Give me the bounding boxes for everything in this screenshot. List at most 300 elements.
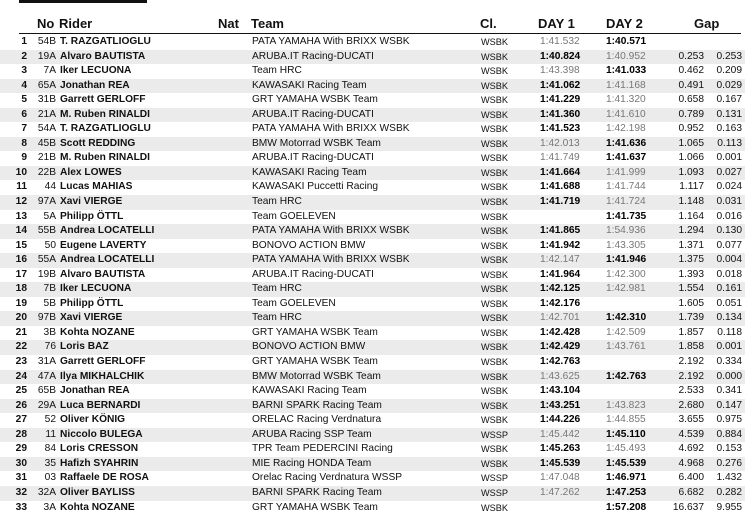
row-position: 1 xyxy=(21,36,27,47)
row-nat xyxy=(232,326,252,341)
row-nat xyxy=(232,224,252,239)
row-gap: 1.066 xyxy=(678,152,704,164)
row-team: PATA YAMAHA With BRIXX WSBK xyxy=(252,253,481,268)
row-gap: 1.605 xyxy=(678,297,704,309)
row-gap xyxy=(669,35,704,50)
table-row xyxy=(0,195,745,210)
row-rider: Iker LECUONA xyxy=(60,282,232,297)
row-day2: 1:42.198 xyxy=(606,123,646,135)
row-day1: 1:41.865 xyxy=(540,224,606,239)
row-number: 65A xyxy=(30,79,60,94)
table-row xyxy=(0,457,745,472)
row-rider: Jonathan REA xyxy=(60,385,130,397)
row-position: 11 xyxy=(16,181,27,193)
table-row xyxy=(0,253,745,268)
row-position: 22 xyxy=(0,340,30,355)
header-rider: Rider xyxy=(59,16,93,31)
row-nat xyxy=(232,282,252,297)
row-class: WSBK xyxy=(481,153,509,164)
row-rider: Kohta NOZANE xyxy=(60,501,135,513)
row-prev-gap: 0.001 xyxy=(704,340,745,355)
row-gap: 4.692 xyxy=(678,443,704,455)
row-rider: Xavi VIERGE xyxy=(60,311,232,326)
row-day1: 1:41.664 xyxy=(540,166,606,181)
row-gap: 1.554 xyxy=(669,282,704,297)
row-position: 20 xyxy=(0,311,30,326)
row-gap: 0.253 xyxy=(669,50,704,65)
row-prev-gap: 0.134 xyxy=(704,311,745,326)
results-table xyxy=(0,35,745,515)
row-position: 33 xyxy=(15,501,27,513)
row-nat xyxy=(232,122,252,137)
table-row xyxy=(0,501,745,516)
row-prev-gap: 0.113 xyxy=(704,137,745,152)
row-prev-gap: 0.000 xyxy=(704,370,745,385)
row-team: BARNI SPARK Racing Team xyxy=(252,486,481,501)
row-team: Team HRC xyxy=(252,65,302,77)
row-position: 27 xyxy=(15,414,27,426)
table-header xyxy=(0,16,745,32)
row-day2: 1:41.637 xyxy=(606,152,647,164)
row-gap: 1.117 xyxy=(679,181,704,193)
row-class: WSBK xyxy=(481,282,540,297)
row-class: WSBK xyxy=(481,415,509,426)
row-team: BMW Motorrad WSBK Team xyxy=(252,137,481,152)
row-team: Team HRC xyxy=(252,195,481,210)
row-team: GRT YAMAHA WSBK Team xyxy=(252,326,378,338)
row-class: WSBK xyxy=(481,224,540,239)
row-class: WSBK xyxy=(481,253,540,268)
row-nat xyxy=(232,384,252,399)
row-day1: 1:41.062 xyxy=(540,79,606,94)
row-prev-gap: 0.276 xyxy=(704,457,745,472)
row-day2: 1:41.946 xyxy=(606,253,669,268)
row-nat xyxy=(232,64,252,79)
row-team: PATA YAMAHA With BRIXX WSBK xyxy=(252,123,410,135)
row-position: 5 xyxy=(21,94,27,106)
row-prev-gap: 0.334 xyxy=(716,356,742,368)
row-prev-gap: 0.167 xyxy=(716,94,742,106)
row-day2: 1:43.761 xyxy=(606,340,669,355)
row-gap: 0.952 xyxy=(678,123,704,135)
row-gap: 0.462 xyxy=(678,65,704,77)
row-prev-gap: 0.975 xyxy=(716,414,742,426)
row-prev-gap: 1.432 xyxy=(716,472,742,484)
row-team: MIE Racing HONDA Team xyxy=(252,457,481,472)
row-gap: 1.164 xyxy=(678,210,704,222)
row-day1 xyxy=(540,501,606,516)
table-row xyxy=(0,35,745,50)
row-class: WSBK xyxy=(481,399,540,414)
row-position: 2 xyxy=(0,50,30,65)
row-class: WSBK xyxy=(481,311,540,326)
row-prev-gap: 0.029 xyxy=(704,79,745,94)
row-rider: Kohta NOZANE xyxy=(60,326,135,338)
row-day1: 1:42.701 xyxy=(540,311,606,326)
row-position: 28 xyxy=(0,428,30,443)
row-team: BONOVO ACTION BMW xyxy=(252,239,366,251)
row-day1: 1:42.763 xyxy=(540,356,581,368)
row-gap: 0.491 xyxy=(669,79,704,94)
row-prev-gap: 0.077 xyxy=(716,239,742,251)
row-rider: Jonathan REA xyxy=(60,79,232,94)
row-prev-gap: 0.884 xyxy=(704,428,745,443)
row-number: 52 xyxy=(44,414,56,426)
row-number: 45B xyxy=(30,137,60,152)
table-row xyxy=(0,311,745,326)
row-number: 3B xyxy=(43,326,56,338)
row-number: 21B xyxy=(37,152,56,164)
row-team: BMW Motorrad WSBK Team xyxy=(252,370,481,385)
row-day2: 1:54.936 xyxy=(606,224,669,239)
row-rider: Lucas MAHIAS xyxy=(60,181,133,193)
row-number: 5A xyxy=(43,210,56,222)
row-rider: Philipp ÖTTL xyxy=(60,297,124,309)
row-prev-gap: 0.031 xyxy=(704,195,745,210)
row-gap: 2.533 xyxy=(678,385,704,397)
row-number: 7A xyxy=(43,65,56,77)
row-number: 5B xyxy=(43,297,56,309)
row-day1: 1:42.429 xyxy=(540,340,606,355)
row-rider: Oliver BAYLISS xyxy=(60,486,232,501)
row-gap: 0.658 xyxy=(678,94,704,106)
row-nat xyxy=(232,137,252,152)
row-nat xyxy=(232,486,252,501)
row-day1: 1:44.226 xyxy=(540,414,581,426)
row-class: WSBK xyxy=(481,327,509,338)
row-day1: 1:41.229 xyxy=(540,94,581,106)
row-team: ARUBA Racing SSP Team xyxy=(252,428,481,443)
row-number: 7B xyxy=(30,282,60,297)
row-nat xyxy=(232,370,252,385)
table-row xyxy=(0,355,745,370)
row-nat xyxy=(232,268,252,283)
header-team: Team xyxy=(251,16,284,31)
row-position: 30 xyxy=(0,457,30,472)
row-gap: 3.655 xyxy=(678,414,704,426)
row-prev-gap: 0.004 xyxy=(704,253,745,268)
row-team: KAWASAKI Racing Team xyxy=(252,385,367,397)
row-nat xyxy=(232,108,252,123)
row-class: WSBK xyxy=(481,66,509,77)
table-row xyxy=(0,166,745,181)
row-team: GRT YAMAHA WSBK Team xyxy=(252,501,378,513)
row-gap: 1.065 xyxy=(669,137,704,152)
header-day2: DAY 2 xyxy=(606,16,643,31)
row-gap: 1.371 xyxy=(678,239,704,251)
row-gap: 1.375 xyxy=(669,253,704,268)
row-rider: Hafizh SYAHRIN xyxy=(60,457,232,472)
row-prev-gap: 0.147 xyxy=(704,399,745,414)
row-rider: Scott REDDING xyxy=(60,137,232,152)
row-day1: 1:47.048 xyxy=(540,472,580,484)
row-prev-gap: 9.955 xyxy=(716,501,742,513)
row-number: 22B xyxy=(30,166,60,181)
row-number: 76 xyxy=(30,340,60,355)
row-team: ARUBA.IT Racing-DUCATI xyxy=(252,108,481,123)
row-prev-gap: 0.016 xyxy=(716,210,742,222)
row-team: PATA YAMAHA With BRIXX WSBK xyxy=(252,36,410,47)
row-number: 50 xyxy=(44,239,56,251)
row-class: WSBK xyxy=(481,357,509,368)
row-team: ARUBA.IT Racing-DUCATI xyxy=(252,152,374,164)
row-class: WSBK xyxy=(481,37,509,47)
row-prev-gap: 0.282 xyxy=(704,486,745,501)
row-gap: 1.858 xyxy=(669,340,704,355)
row-day2: 1:47.253 xyxy=(606,486,669,501)
row-day2: 1:40.952 xyxy=(606,50,669,65)
row-rider: Andrea LOCATELLI xyxy=(60,253,232,268)
row-position: 8 xyxy=(0,137,30,152)
row-team: GRT YAMAHA WSBK Team xyxy=(252,356,378,368)
row-prev-gap: 0.051 xyxy=(716,297,742,309)
row-class: WSBK xyxy=(481,444,509,455)
row-team: ORELAC Racing Verdnatura xyxy=(252,414,382,426)
row-nat xyxy=(232,180,252,195)
row-team: ARUBA.IT Racing-DUCATI xyxy=(252,268,374,280)
row-team: BONOVO ACTION BMW xyxy=(252,340,481,355)
row-rider: Iker LECUONA xyxy=(60,65,132,77)
row-day1 xyxy=(540,210,606,225)
row-day2: 1:41.610 xyxy=(606,108,669,123)
row-day2: 1:41.320 xyxy=(606,94,646,106)
row-number: 97B xyxy=(30,311,60,326)
row-nat xyxy=(232,340,252,355)
row-day2: 1:41.636 xyxy=(606,137,669,152)
row-nat xyxy=(232,239,252,254)
row-class: WSBK xyxy=(481,386,509,397)
row-nat xyxy=(232,151,252,166)
row-class: WSBK xyxy=(481,298,509,309)
row-class: WSBK xyxy=(481,211,509,222)
row-nat xyxy=(232,413,252,428)
row-day2: 1:41.168 xyxy=(606,79,669,94)
row-prev-gap: 0.209 xyxy=(716,65,742,77)
row-day1: 1:45.442 xyxy=(540,428,606,443)
row-class: WSBK xyxy=(481,108,540,123)
table-row xyxy=(0,93,745,108)
row-day2: 1:46.971 xyxy=(606,472,647,484)
row-rider: Loris CRESSON xyxy=(60,443,139,455)
row-position: 13 xyxy=(15,210,27,222)
row-day1: 1:41.964 xyxy=(540,268,581,280)
row-number: 35 xyxy=(30,457,60,472)
row-number: 29A xyxy=(30,399,60,414)
row-position: 3 xyxy=(21,65,27,77)
row-team: Team HRC xyxy=(252,311,481,326)
row-rider: Alex LOWES xyxy=(60,166,232,181)
table-row xyxy=(0,340,745,355)
row-day2 xyxy=(606,297,669,312)
row-position: 15 xyxy=(15,239,27,251)
row-nat xyxy=(232,501,252,516)
row-position: 21 xyxy=(15,326,27,338)
row-class: WSBK xyxy=(481,269,509,280)
row-nat xyxy=(232,210,252,225)
row-class: WSBK xyxy=(481,195,540,210)
row-nat xyxy=(232,457,252,472)
row-day1: 1:43.251 xyxy=(540,399,606,414)
row-position: 25 xyxy=(15,385,27,397)
row-number: 55A xyxy=(30,253,60,268)
row-position: 7 xyxy=(21,123,27,135)
row-day2: 1:45.493 xyxy=(606,443,646,455)
row-rider: Eugene LAVERTY xyxy=(60,239,147,251)
row-number: 97A xyxy=(30,195,60,210)
row-day1: 1:42.147 xyxy=(540,253,606,268)
row-nat xyxy=(232,355,252,370)
row-position: 9 xyxy=(21,152,27,164)
row-class: WSBK xyxy=(481,370,540,385)
header-nat: Nat xyxy=(218,16,239,31)
row-position: 16 xyxy=(0,253,30,268)
header-no: No xyxy=(37,16,55,31)
row-number: 3A xyxy=(43,501,56,513)
row-day1: 1:41.942 xyxy=(540,239,581,251)
row-day1: 1:43.104 xyxy=(540,385,581,397)
row-position: 29 xyxy=(15,443,27,455)
table-row xyxy=(0,180,745,195)
row-rider: Philipp ÖTTL xyxy=(60,210,124,222)
row-day1: 1:47.262 xyxy=(540,486,606,501)
row-nat xyxy=(232,399,252,414)
row-class: WSBK xyxy=(481,182,509,193)
row-prev-gap: 0.018 xyxy=(716,268,742,280)
row-rider: Xavi VIERGE xyxy=(60,195,232,210)
row-team: Team GOELEVEN xyxy=(252,297,336,309)
table-row xyxy=(0,399,745,414)
row-gap: 1.093 xyxy=(669,166,704,181)
row-rider: Alvaro BAUTISTA xyxy=(60,268,146,280)
row-rider: T. RAZGATLIOGLU xyxy=(60,123,151,135)
row-gap: 4.539 xyxy=(669,428,704,443)
table-row xyxy=(0,442,745,457)
row-position: 26 xyxy=(0,399,30,414)
table-row xyxy=(0,239,745,254)
table-row xyxy=(0,297,745,312)
row-class: WSBK xyxy=(481,166,540,181)
row-gap: 1.148 xyxy=(669,195,704,210)
table-row xyxy=(0,50,745,65)
row-nat xyxy=(232,35,252,50)
row-number: 21A xyxy=(30,108,60,123)
row-day2: 1:42.763 xyxy=(606,370,669,385)
table-row xyxy=(0,384,745,399)
row-prev-gap: 0.253 xyxy=(704,50,745,65)
row-rider: Raffaele DE ROSA xyxy=(60,472,149,484)
table-row xyxy=(0,137,745,152)
row-position: 6 xyxy=(0,108,30,123)
header-day1: DAY 1 xyxy=(538,16,575,31)
row-rider: T. RAZGATLIOGLU xyxy=(60,36,151,47)
table-row xyxy=(0,326,745,341)
table-row xyxy=(0,151,745,166)
row-team: KAWASAKI Puccetti Racing xyxy=(252,181,379,193)
row-gap: 6.400 xyxy=(678,472,704,484)
row-team: KAWASAKI Racing Team xyxy=(252,79,481,94)
row-day1: 1:41.719 xyxy=(540,195,606,210)
table-row xyxy=(0,108,745,123)
row-position: 23 xyxy=(15,356,27,368)
row-number: 32A xyxy=(30,486,60,501)
row-prev-gap: 0.153 xyxy=(716,443,742,455)
table-row xyxy=(0,64,745,79)
row-gap: 0.789 xyxy=(669,108,704,123)
row-position: 18 xyxy=(0,282,30,297)
table-row xyxy=(0,413,745,428)
row-class: WSSP xyxy=(481,428,540,443)
row-nat xyxy=(232,253,252,268)
row-position: 24 xyxy=(0,370,30,385)
row-position: 14 xyxy=(0,224,30,239)
row-number: 84 xyxy=(44,443,56,455)
row-day2: 1:42.310 xyxy=(606,311,669,326)
row-day1: 1:40.824 xyxy=(540,50,606,65)
row-number: 47A xyxy=(30,370,60,385)
row-day1: 1:45.539 xyxy=(540,457,606,472)
row-number: 31A xyxy=(37,356,56,368)
row-day2: 1:41.735 xyxy=(606,210,647,222)
row-team: GRT YAMAHA WSBK Team xyxy=(252,94,378,106)
row-prev-gap: 0.001 xyxy=(716,152,742,164)
row-class: WSBK xyxy=(481,502,509,513)
row-rider: Garrett GERLOFF xyxy=(60,356,146,368)
row-gap: 1.739 xyxy=(669,311,704,326)
table-row xyxy=(0,370,745,385)
row-rider: Oliver KÖNIG xyxy=(60,414,126,426)
row-class: WSBK xyxy=(481,457,540,472)
table-row xyxy=(0,122,745,137)
row-gap: 1.857 xyxy=(678,326,704,338)
row-prev-gap: 0.163 xyxy=(716,123,742,135)
row-team: PATA YAMAHA With BRIXX WSBK xyxy=(252,224,481,239)
row-rider: Luca BERNARDI xyxy=(60,399,232,414)
row-prev-gap: 0.131 xyxy=(704,108,745,123)
row-class: WSBK xyxy=(481,124,509,135)
row-position: 4 xyxy=(0,79,30,94)
row-team: TPR Team PEDERCINI Racing xyxy=(252,443,393,455)
row-day1: 1:41.360 xyxy=(540,108,606,123)
row-rider: Niccolo BULEGA xyxy=(60,428,232,443)
row-gap: 16.637 xyxy=(672,501,704,513)
row-day1: 1:42.125 xyxy=(540,282,606,297)
row-gap: 1.393 xyxy=(678,268,704,280)
row-team: Team GOELEVEN xyxy=(252,210,336,222)
row-gap: 2.192 xyxy=(669,370,704,385)
row-number: 11 xyxy=(30,428,60,443)
row-gap: 1.294 xyxy=(669,224,704,239)
row-day1: 1:41.523 xyxy=(540,123,581,135)
row-nat xyxy=(232,297,252,312)
row-day2 xyxy=(606,355,669,370)
row-number: 65B xyxy=(37,385,56,397)
row-nat xyxy=(232,93,252,108)
row-rider: Alvaro BAUTISTA xyxy=(60,50,232,65)
row-nat xyxy=(232,311,252,326)
header-gap: Gap xyxy=(694,16,720,31)
row-team: KAWASAKI Racing Team xyxy=(252,166,481,181)
row-position: 12 xyxy=(0,195,30,210)
row-class: WSBK xyxy=(481,95,509,106)
row-number: 03 xyxy=(44,472,56,484)
table-row xyxy=(0,486,745,501)
row-number: 54A xyxy=(37,123,56,135)
row-day1: 1:41.688 xyxy=(540,181,581,193)
row-number: 54B xyxy=(37,36,56,47)
table-row xyxy=(0,428,745,443)
row-day1: 1:41.749 xyxy=(540,152,580,164)
row-position: 10 xyxy=(0,166,30,181)
